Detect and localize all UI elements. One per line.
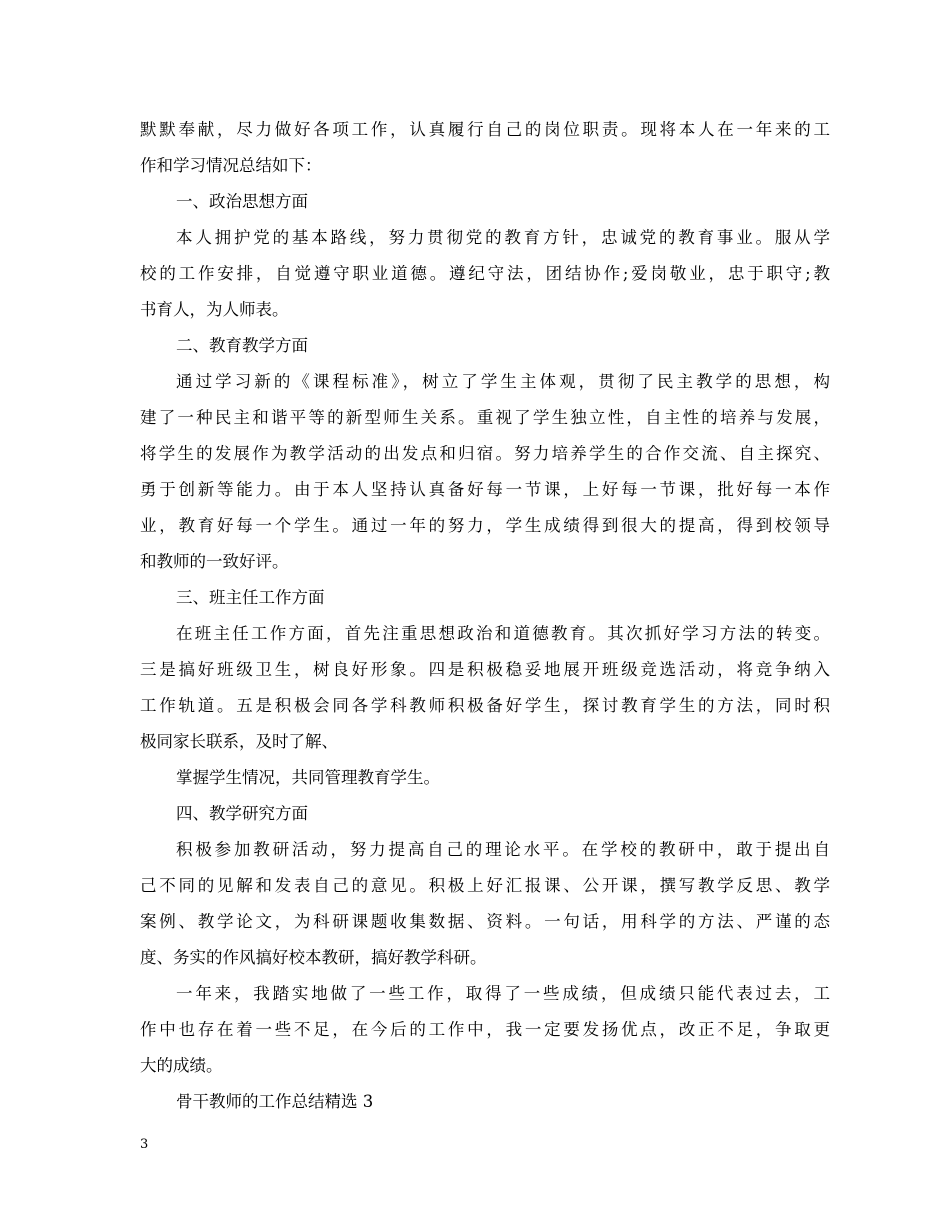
text-line: 校的工作安排，自觉遵守职业道德。遵纪守法，团结协作;爱岗敬业，忠于职守;教 <box>140 264 830 283</box>
text-line: 工作轨道。五是积极会同各学科教师积极备好学生，探讨教育学生的方法，同时积 <box>140 696 830 715</box>
text-line: 默默奉献，尽力做好各项工作，认真履行自己的岗位职责。现将本人在一年来的工 <box>140 120 830 139</box>
text-line: 通过学习新的《课程标准》，树立了学生主体观，贯彻了民主教学的思想，构 <box>176 372 830 391</box>
text-line: 骨干教师的工作总结精选 3 <box>176 1092 374 1111</box>
text-line: 案例、教学论文，为科研课题收集数据、资料。一句话，用科学的方法、严谨的态 <box>140 912 830 931</box>
text-line: 建了一种民主和谐平等的新型师生关系。重视了学生独立性，自主性的培养与发展， <box>140 408 830 427</box>
text-line: 四、教学研究方面 <box>176 804 308 823</box>
text-line: 二、教育教学方面 <box>176 336 308 355</box>
text-line: 书育人，为人师表。 <box>140 300 289 319</box>
text-line: 勇于创新等能力。由于本人坚持认真备好每一节课，上好每一节课，批好每一本作 <box>140 480 830 499</box>
text-line: 作和学习情况总结如下： <box>140 156 322 175</box>
text-line: 本人拥护党的基本路线，努力贯彻党的教育方针，忠诚党的教育事业。服从学 <box>176 228 830 247</box>
text-line: 极同家长联系，及时了解、 <box>140 732 338 751</box>
text-line: 积极参加教研活动，努力提高自己的理论水平。在学校的教研中，敢于提出自 <box>176 840 830 859</box>
text-line: 己不同的见解和发表自己的意见。积极上好汇报课、公开课，撰写教学反思、教学 <box>140 876 830 895</box>
text-line: 一、政治思想方面 <box>176 192 308 211</box>
text-line: 度、务实的作风搞好校本教研，搞好教学科研。 <box>140 948 487 967</box>
text-line: 三是搞好班级卫生，树良好形象。四是积极稳妥地展开班级竞选活动，将竞争纳入 <box>140 660 830 679</box>
text-line: 业，教育好每一个学生。通过一年的努力，学生成绩得到很大的提高，得到校领导 <box>140 516 830 535</box>
text-line: 掌握学生情况，共同管理教育学生。 <box>176 768 440 787</box>
text-line: 一年来，我踏实地做了一些工作，取得了一些成绩，但成绩只能代表过去，工 <box>176 984 830 1003</box>
text-line: 在班主任工作方面，首先注重思想政治和道德教育。其次抓好学习方法的转变。 <box>176 624 830 643</box>
text-line: 三、班主任工作方面 <box>176 588 325 607</box>
page-number: 3 <box>140 1137 149 1152</box>
document-body <box>140 112 830 1120</box>
text-line: 和教师的一致好评。 <box>140 552 289 571</box>
text-line: 大的成绩。 <box>140 1056 223 1075</box>
text-line: 作中也存在着一些不足，在今后的工作中，我一定要发扬优点，改正不足，争取更 <box>140 1020 830 1039</box>
text-line: 将学生的发展作为教学活动的出发点和归宿。努力培养学生的合作交流、自主探究、 <box>140 444 830 463</box>
